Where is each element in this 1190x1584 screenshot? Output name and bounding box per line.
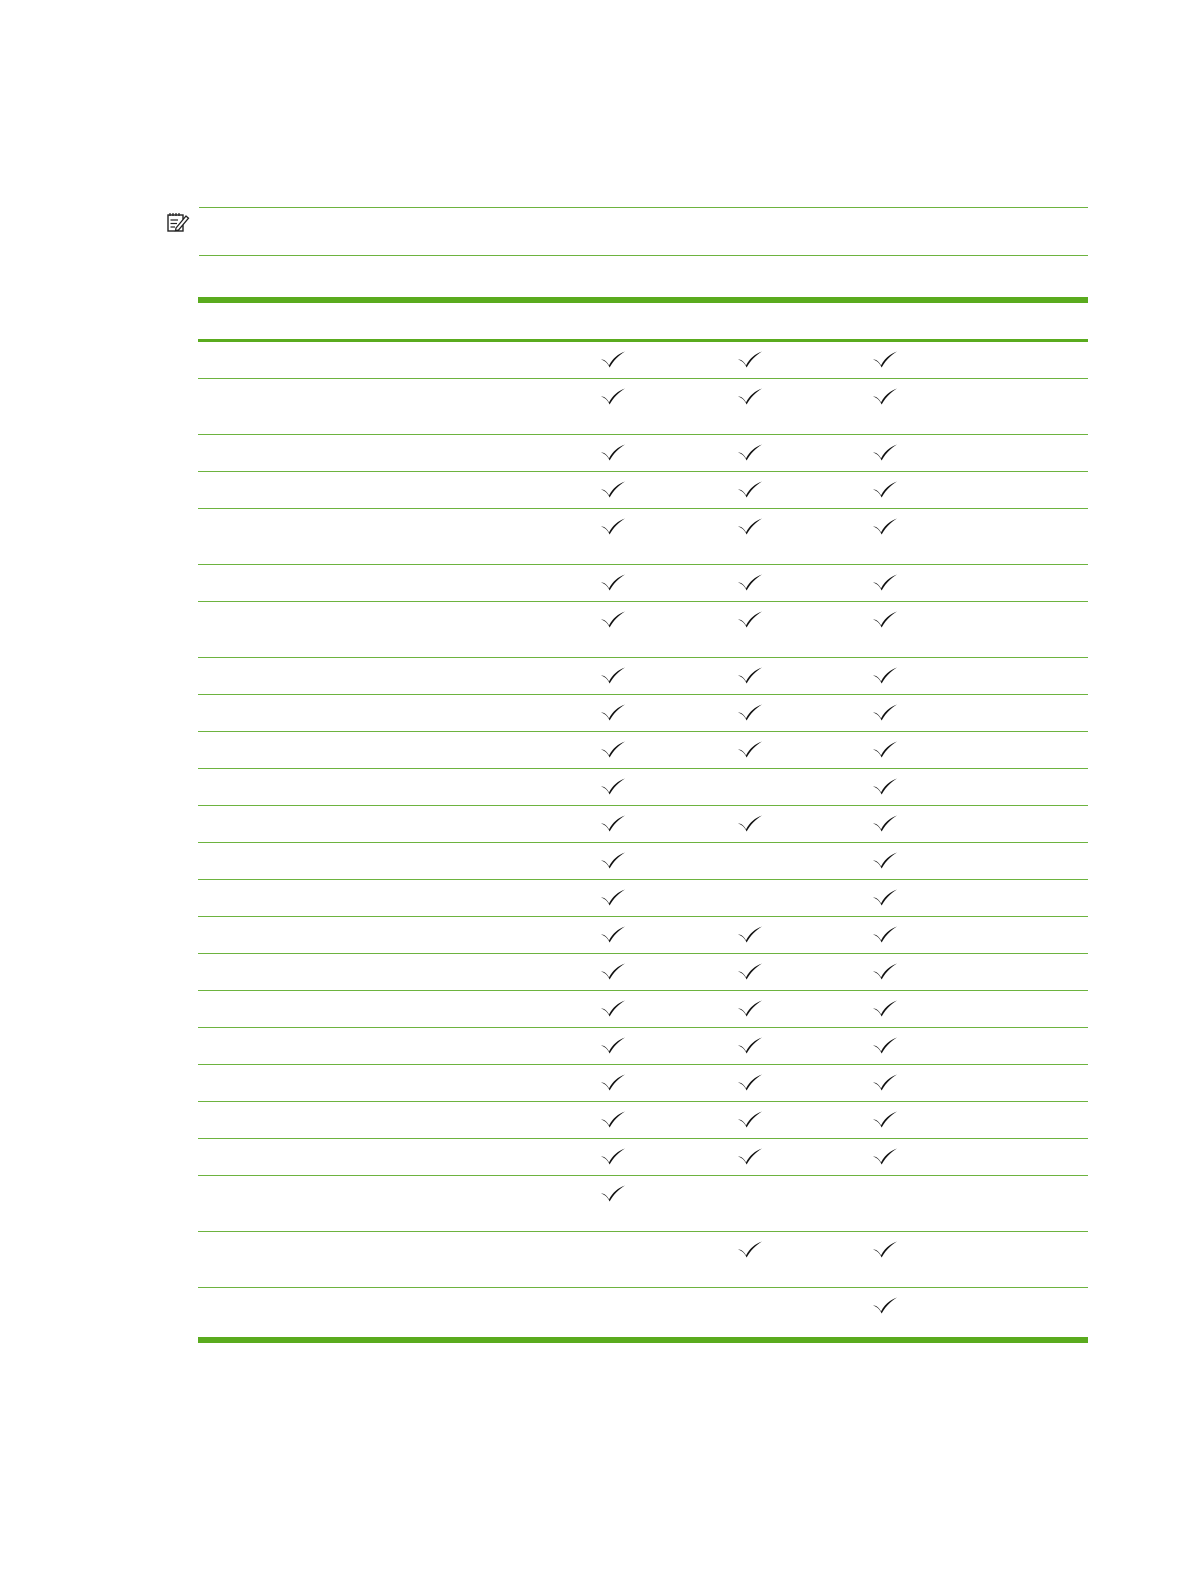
checkmark-icon [600,443,626,461]
checkmark-icon [737,999,763,1017]
checkmark-icon [600,888,626,906]
checkmark-icon [737,610,763,628]
table-row [198,954,1088,991]
table-row [198,1139,1088,1176]
checkmark-icon [872,814,898,832]
checkmark-icon [872,1073,898,1091]
checkmark-icon [737,1073,763,1091]
checkmark-icon [872,1110,898,1128]
table-row [198,1065,1088,1102]
checkmark-icon [600,480,626,498]
checkmark-icon [737,573,763,591]
table-row [198,917,1088,954]
table-row [198,843,1088,880]
checkmark-icon [600,610,626,628]
checkmark-icon [600,999,626,1017]
checkmark-icon [600,387,626,405]
checkmark-icon [737,1036,763,1054]
checkmark-icon [600,703,626,721]
checkmark-icon [872,740,898,758]
note-bottom-rule [199,255,1088,256]
checkmark-icon [600,573,626,591]
checkmark-icon [600,851,626,869]
checkmark-icon [872,1147,898,1165]
table-row [198,1176,1088,1232]
checkmark-icon [600,1147,626,1165]
table-row [198,658,1088,695]
table-row [198,435,1088,472]
table-row [198,565,1088,602]
checkmark-icon [872,517,898,535]
checkmark-icon [737,703,763,721]
checkmark-icon [600,777,626,795]
checkmark-icon [600,517,626,535]
checkmark-icon [600,1184,626,1202]
checkmark-icon [737,814,763,832]
note-icon [166,210,190,234]
checkmark-icon [600,1110,626,1128]
checkmark-icon [872,1296,898,1314]
checkmark-icon [600,740,626,758]
checkmark-icon [872,999,898,1017]
checkmark-icon [872,925,898,943]
checkmark-icon [872,1240,898,1258]
table-row [198,880,1088,917]
table-row [198,991,1088,1028]
table-row [198,509,1088,565]
checkmark-icon [872,480,898,498]
checkmark-icon [737,1147,763,1165]
table-row [198,1232,1088,1288]
checkmark-icon [872,777,898,795]
checkmark-icon [872,851,898,869]
note-top-rule [199,207,1088,208]
checkmark-icon [737,962,763,980]
table-row [198,342,1088,379]
table-row [198,602,1088,658]
table-row [198,769,1088,806]
table-row [198,1102,1088,1139]
table-row [198,732,1088,769]
checkmark-icon [600,666,626,684]
table-row [198,472,1088,509]
feature-table [198,342,1088,1344]
checkmark-icon [737,740,763,758]
checkmark-icon [872,443,898,461]
checkmark-icon [600,350,626,368]
checkmark-icon [737,387,763,405]
table-row [198,1288,1088,1344]
checkmark-icon [737,517,763,535]
checkmark-icon [600,1036,626,1054]
checkmark-icon [872,573,898,591]
checkmark-icon [872,666,898,684]
checkmark-icon [600,925,626,943]
table-row [198,806,1088,843]
checkmark-icon [737,480,763,498]
checkmark-icon [872,387,898,405]
table-top-rule [198,297,1088,303]
checkmark-icon [737,1240,763,1258]
checkmark-icon [600,814,626,832]
checkmark-icon [600,1073,626,1091]
checkmark-icon [872,350,898,368]
checkmark-icon [737,1110,763,1128]
checkmark-icon [872,962,898,980]
checkmark-icon [872,888,898,906]
table-bottom-rule [198,1337,1088,1343]
checkmark-icon [872,610,898,628]
checkmark-icon [872,703,898,721]
checkmark-icon [737,925,763,943]
table-row [198,379,1088,435]
checkmark-icon [737,443,763,461]
checkmark-icon [600,962,626,980]
checkmark-icon [737,666,763,684]
table-row [198,1028,1088,1065]
checkmark-icon [872,1036,898,1054]
table-row [198,695,1088,732]
checkmark-icon [737,350,763,368]
